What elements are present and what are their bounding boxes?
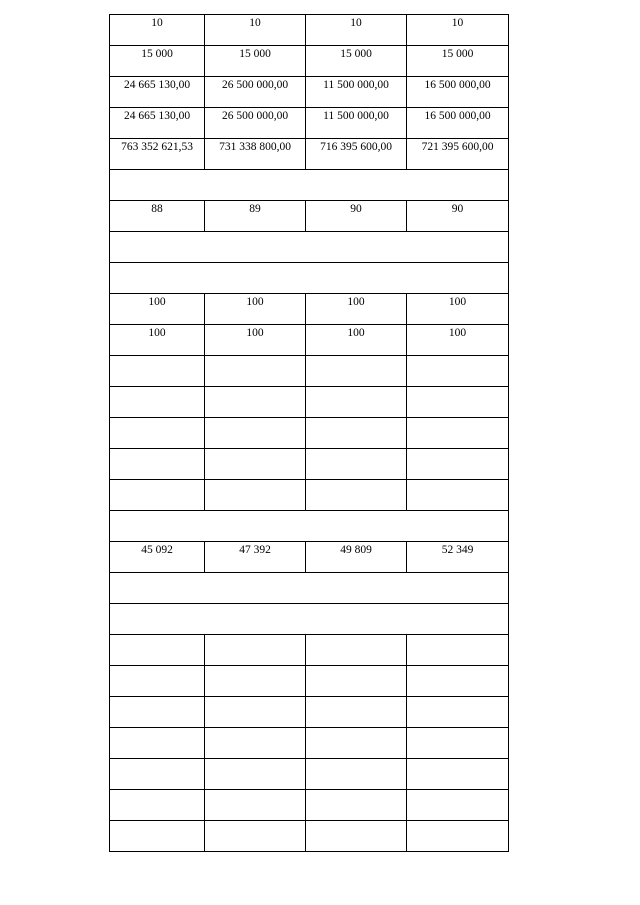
table-cell: 10: [407, 15, 509, 46]
table-body: [110, 15, 509, 852]
table-cell: [306, 821, 407, 852]
table-row: [110, 139, 509, 170]
table-cell: 49 809: [306, 542, 407, 573]
table-cell: 100: [306, 325, 407, 356]
merged-row: [110, 511, 509, 542]
table-cell: 100: [205, 294, 306, 325]
table-cell: [205, 449, 306, 480]
table-cell: [407, 449, 509, 480]
table-cell: [306, 790, 407, 821]
table-cell: 47 392: [205, 542, 306, 573]
table-cell: [306, 387, 407, 418]
table-cell: 15 000: [205, 46, 306, 77]
table-cell: [306, 697, 407, 728]
table-row: [110, 635, 509, 666]
table-cell: [407, 790, 509, 821]
table-row: [110, 759, 509, 790]
table-cell: [205, 387, 306, 418]
table-cell: [306, 356, 407, 387]
table-cell: [205, 759, 306, 790]
table-cell: [205, 697, 306, 728]
table-cell: 11 500 000,00: [306, 108, 407, 139]
table-row: [110, 325, 509, 356]
table-cell: 100: [110, 325, 205, 356]
table-cell: [205, 356, 306, 387]
table-cell: [110, 387, 205, 418]
table-row: [110, 542, 509, 573]
table-cell: 763 352 621,53: [110, 139, 205, 170]
table-cell: 100: [407, 294, 509, 325]
table-cell: [407, 356, 509, 387]
table-cell: [407, 821, 509, 852]
table-cell: [205, 480, 306, 511]
table-row: [110, 728, 509, 759]
table-cell: [306, 449, 407, 480]
table-cell: 721 395 600,00: [407, 139, 509, 170]
table-row: [110, 201, 509, 232]
table-row: [110, 387, 509, 418]
table-cell: 90: [407, 201, 509, 232]
table-cell: 24 665 130,00: [110, 108, 205, 139]
table-cell: [306, 418, 407, 449]
table-row: [110, 449, 509, 480]
table-cell: [407, 418, 509, 449]
table-cell: [306, 666, 407, 697]
table-cell: 716 395 600,00: [306, 139, 407, 170]
table-cell: 100: [306, 294, 407, 325]
table-cell: [407, 666, 509, 697]
table-cell: [306, 759, 407, 790]
merged-cell: [110, 604, 509, 635]
table-row: [110, 480, 509, 511]
table-row: [110, 356, 509, 387]
table-cell: [306, 728, 407, 759]
merged-cell: [110, 511, 509, 542]
table-cell: [110, 480, 205, 511]
table-cell: [205, 418, 306, 449]
table-cell: 10: [110, 15, 205, 46]
table-cell: 16 500 000,00: [407, 108, 509, 139]
table-cell: 52 349: [407, 542, 509, 573]
table-row: [110, 790, 509, 821]
merged-row: [110, 263, 509, 294]
table-row: [110, 666, 509, 697]
table-cell: [110, 449, 205, 480]
table-cell: [205, 790, 306, 821]
table-cell: 88: [110, 201, 205, 232]
merged-row: [110, 573, 509, 604]
table-cell: [407, 759, 509, 790]
table-cell: 10: [205, 15, 306, 46]
table-row: [110, 108, 509, 139]
table-row: [110, 418, 509, 449]
table-cell: [407, 480, 509, 511]
table-cell: 11 500 000,00: [306, 77, 407, 108]
table-row: [110, 15, 509, 46]
table-row: [110, 697, 509, 728]
table-cell: 26 500 000,00: [205, 77, 306, 108]
table-cell: 15 000: [110, 46, 205, 77]
table-cell: [110, 790, 205, 821]
table-row: [110, 46, 509, 77]
table-cell: 100: [110, 294, 205, 325]
table-cell: [306, 480, 407, 511]
table-cell: 24 665 130,00: [110, 77, 205, 108]
table-cell: 15 000: [306, 46, 407, 77]
merged-row: [110, 170, 509, 201]
table-cell: 731 338 800,00: [205, 139, 306, 170]
table-cell: [407, 635, 509, 666]
table-cell: [110, 418, 205, 449]
table-cell: [110, 666, 205, 697]
table-cell: 45 092: [110, 542, 205, 573]
data-table: [109, 14, 509, 852]
table-row: [110, 77, 509, 108]
merged-cell: [110, 232, 509, 263]
table-cell: 10: [306, 15, 407, 46]
table-cell: [110, 728, 205, 759]
table-cell: [205, 821, 306, 852]
merged-cell: [110, 573, 509, 604]
table-cell: [205, 666, 306, 697]
table-cell: [110, 697, 205, 728]
merged-row: [110, 232, 509, 263]
table-cell: 100: [205, 325, 306, 356]
table-cell: 16 500 000,00: [407, 77, 509, 108]
table-cell: [110, 635, 205, 666]
table-cell: [205, 635, 306, 666]
merged-row: [110, 604, 509, 635]
table-cell: [407, 697, 509, 728]
table-cell: [110, 821, 205, 852]
table-cell: [110, 759, 205, 790]
table-cell: [306, 635, 407, 666]
table-cell: [407, 728, 509, 759]
table-cell: 89: [205, 201, 306, 232]
table-row: [110, 294, 509, 325]
table-cell: 26 500 000,00: [205, 108, 306, 139]
merged-cell: [110, 263, 509, 294]
table-row: [110, 821, 509, 852]
table-cell: 100: [407, 325, 509, 356]
table-cell: [205, 728, 306, 759]
table-cell: 15 000: [407, 46, 509, 77]
table-cell: [110, 356, 205, 387]
merged-cell: [110, 170, 509, 201]
table-cell: 90: [306, 201, 407, 232]
table-cell: [407, 387, 509, 418]
